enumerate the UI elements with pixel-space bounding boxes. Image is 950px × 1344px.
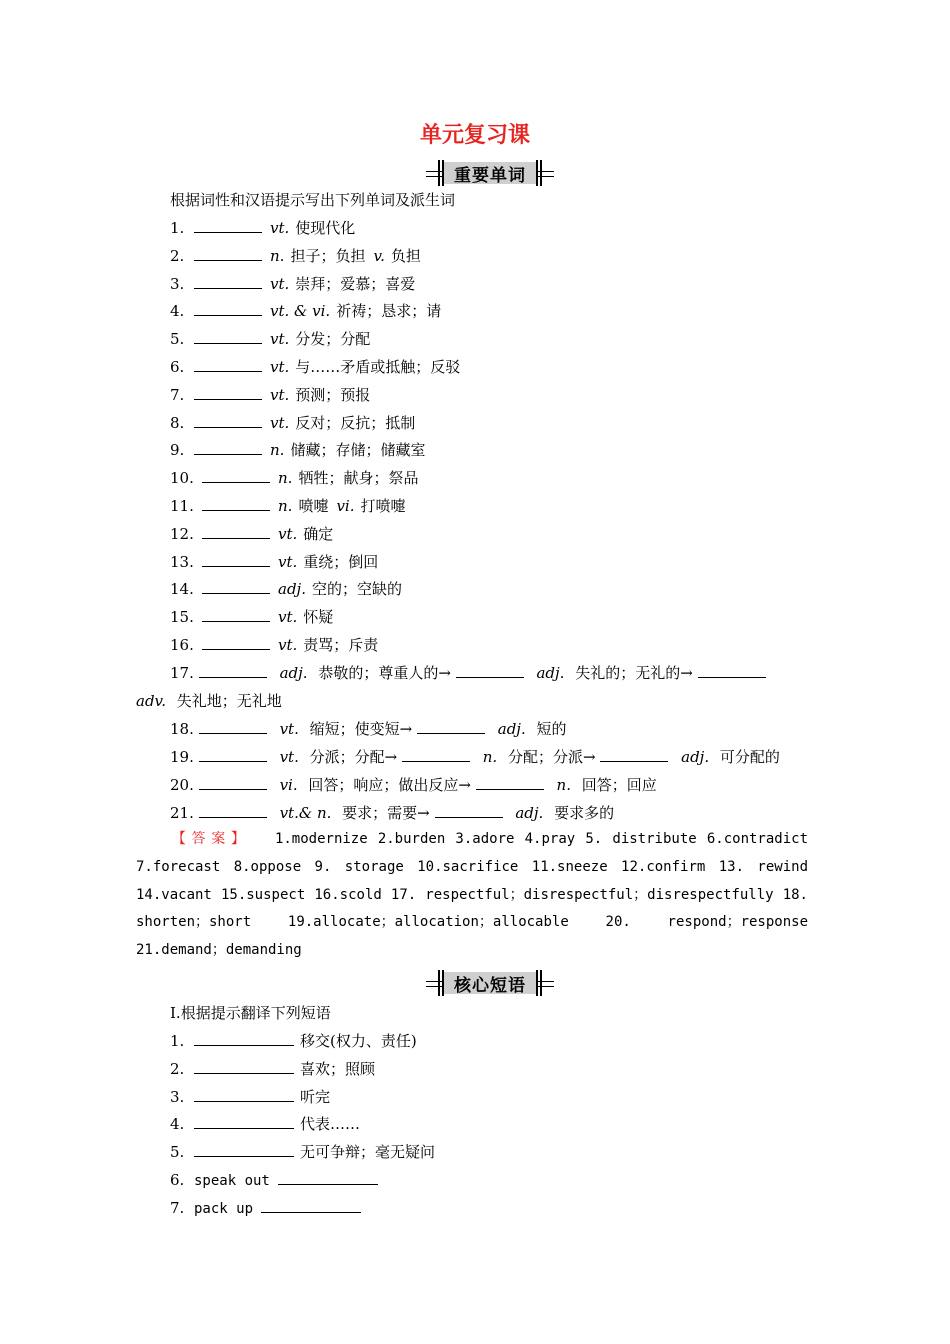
list-item-20: [170, 775, 657, 795]
item-number: 10.: [170, 469, 194, 488]
part-of-speech: adj.: [278, 580, 306, 599]
meaning: 使现代化: [295, 219, 356, 237]
phrase-meaning: 代表……: [300, 1115, 361, 1134]
part-of-speech: adj.: [536, 664, 565, 682]
phrase-meaning: 喜欢；照顾: [300, 1059, 376, 1078]
list-item: [170, 607, 333, 627]
item-number: 21.: [170, 804, 194, 822]
item-number: 8.: [170, 413, 185, 432]
item-number: 15.: [170, 608, 194, 627]
part-of-speech: adj.: [497, 720, 526, 738]
meaning: 分派；分配→: [309, 748, 398, 766]
list-item: [170, 552, 378, 572]
phrase-item: [170, 1031, 417, 1051]
answer-blank[interactable]: [417, 719, 485, 734]
part-of-speech: vt.& n.: [279, 804, 332, 822]
meaning: 恭敬的；尊重人的→: [318, 664, 451, 682]
meaning: 回答；回应: [581, 776, 657, 794]
section-heading: 重要单词: [454, 166, 526, 186]
meaning: 短的: [536, 720, 567, 738]
item-number: 12.: [170, 524, 194, 543]
meaning: 缩短；使变短→: [309, 720, 413, 738]
item-number: 5.: [170, 330, 185, 349]
list-item: [170, 218, 355, 238]
instruction: 根据词性和汉语提示写出下列单词及派生词: [170, 191, 456, 209]
meaning: 责骂；斥责: [303, 636, 379, 654]
item-number: 6.: [170, 1171, 185, 1189]
answer-blank[interactable]: [199, 663, 267, 678]
meaning: 负担: [390, 246, 421, 265]
part-of-speech: vt.: [270, 219, 290, 237]
phrase-text: pack up: [194, 1200, 254, 1217]
item-number: 16.: [170, 636, 194, 654]
answer-blank[interactable]: [194, 357, 262, 372]
answer-blank[interactable]: [194, 385, 262, 400]
part-of-speech: n.: [278, 469, 293, 488]
part-of-speech: vt.: [279, 720, 299, 738]
part-of-speech: adv.: [136, 692, 167, 710]
meaning: 要求多的: [554, 804, 615, 822]
item-number: 11.: [170, 497, 194, 515]
answer-blank[interactable]: [202, 579, 270, 594]
item-number: 6.: [170, 358, 185, 376]
meaning: 崇拜；爱慕；喜爱: [295, 274, 416, 293]
meaning: 牺牲；献身；祭品: [298, 469, 419, 488]
phrase-item: [170, 1198, 361, 1219]
item-number: 4.: [170, 302, 185, 321]
answer-blank[interactable]: [194, 1031, 294, 1046]
list-item-21: [170, 803, 614, 823]
list-item: [170, 329, 370, 349]
answer-blank[interactable]: [199, 719, 267, 734]
answer-blank[interactable]: [402, 747, 470, 762]
answer-blank[interactable]: [202, 552, 270, 567]
part-of-speech: vt.: [270, 358, 290, 376]
list-item: [170, 301, 441, 321]
part-of-speech: v.: [373, 246, 385, 265]
list-item: [170, 440, 425, 460]
item-number: 9.: [170, 441, 185, 460]
list-item: [170, 385, 370, 405]
phrase-item: [170, 1087, 330, 1107]
part-of-speech: vt.: [270, 274, 290, 293]
phrase-item: [170, 1142, 435, 1162]
answer-blank[interactable]: [202, 524, 270, 539]
answer-blank[interactable]: [199, 803, 267, 818]
item-number: 7.: [170, 385, 185, 404]
answer-blank[interactable]: [261, 1198, 361, 1213]
answer-blank[interactable]: [194, 274, 262, 289]
part-of-speech: n.: [278, 497, 293, 515]
section-heading: 核心短语: [454, 976, 526, 996]
meaning: 反对；反抗；抵制: [295, 413, 416, 432]
answer-blank[interactable]: [202, 496, 270, 511]
part-of-speech: vi.: [279, 776, 298, 794]
page-title: 单元复习课: [419, 123, 530, 148]
section-banner-phrases: [426, 970, 554, 996]
section-banner-words: [426, 160, 554, 186]
answer-blank[interactable]: [278, 1170, 378, 1185]
phrase-text: speak out: [194, 1173, 270, 1189]
part-of-speech: n.: [482, 748, 498, 766]
instruction: Ⅰ.根据提示翻译下列短语: [170, 1004, 331, 1022]
answer-blank[interactable]: [194, 301, 262, 316]
meaning: 重绕；倒回: [303, 552, 379, 571]
list-item: [170, 496, 406, 516]
meaning: 储藏；存储；储藏室: [290, 441, 426, 460]
phrase-meaning: 移交(权力、责任): [300, 1032, 417, 1050]
part-of-speech: vt. & vi.: [270, 302, 331, 321]
part-of-speech: vt.: [278, 552, 298, 571]
answer-blank[interactable]: [476, 775, 544, 790]
answer-blank[interactable]: [600, 747, 668, 762]
answer-blank[interactable]: [435, 803, 503, 818]
list-item: [170, 413, 415, 433]
answer-blank[interactable]: [698, 663, 766, 678]
answer-blank[interactable]: [194, 1087, 294, 1102]
part-of-speech: vt.: [279, 748, 299, 766]
meaning: 要求；需要→: [342, 804, 430, 822]
phrase-item: [170, 1059, 375, 1079]
answer-blank[interactable]: [194, 329, 262, 344]
part-of-speech: vt.: [270, 413, 290, 432]
list-item: [170, 357, 460, 377]
part-of-speech: vt.: [278, 636, 298, 654]
item-number: 3.: [170, 274, 185, 293]
item-number: 3.: [170, 1087, 185, 1106]
item-number: 4.: [170, 1115, 185, 1134]
part-of-speech: n.: [270, 441, 285, 460]
item-number: 19.: [170, 748, 194, 766]
answer-blank[interactable]: [199, 775, 267, 790]
meaning: 失礼的；无礼的→: [575, 664, 693, 682]
meaning: 喷嚏: [298, 497, 329, 515]
answer-blank[interactable]: [194, 246, 262, 261]
list-item: [170, 274, 415, 294]
answer-blank[interactable]: [199, 747, 267, 762]
phrase-item: [170, 1114, 360, 1134]
part-of-speech: adj.: [681, 748, 710, 766]
item-number: 7.: [170, 1198, 185, 1217]
part-of-speech: n.: [270, 246, 285, 265]
meaning: 打喷嚏: [360, 497, 406, 515]
item-number: 13.: [170, 552, 194, 571]
answer-blank[interactable]: [202, 607, 270, 622]
list-item-17: [170, 663, 766, 683]
phrase-meaning: 听完: [300, 1087, 331, 1106]
part-of-speech: vi.: [336, 497, 355, 515]
part-of-speech: vt.: [270, 330, 290, 349]
list-item-18: [170, 719, 567, 739]
answer-blank[interactable]: [194, 440, 262, 455]
part-of-speech: adj.: [515, 804, 544, 822]
meaning: 怀疑: [303, 608, 334, 627]
part-of-speech: adj.: [279, 664, 308, 682]
meaning: 担子；负担: [290, 246, 366, 265]
item-number: 17.: [170, 664, 194, 682]
answer-blank[interactable]: [194, 1142, 294, 1157]
item-number: 1.: [170, 1032, 185, 1050]
part-of-speech: vt.: [278, 608, 298, 627]
answer-blank[interactable]: [194, 218, 262, 233]
answer-text: 1.modernize 2.burden 3.adore 4.pray 5. distribute 6.contradict 7.forecast 8.oppose 9. storage 10.sacrifice 11.sneeze 12.confirm 13. rewind 14.vacant 15.suspect 16.scold 17. respectful；disrespectful；disrespectfully 18. shorten；short 19.allocate；allocation；allocable 20. respond；response 21.demand；demanding: [136, 831, 809, 959]
answer-label: 【答案】: [170, 831, 251, 847]
answer-block: [136, 826, 808, 965]
item-number: 20.: [170, 776, 194, 794]
meaning: 空的；空缺的: [311, 580, 402, 599]
answer-blank[interactable]: [202, 468, 270, 483]
meaning: 回答；响应；做出反应→: [308, 776, 471, 794]
list-item: [170, 246, 421, 266]
item-number: 5.: [170, 1143, 185, 1162]
list-item: [170, 635, 378, 655]
item-number: 1.: [170, 219, 185, 237]
meaning: 确定: [303, 524, 334, 543]
phrase-item: [170, 1170, 378, 1191]
phrase-meaning: 无可争辩；毫无疑问: [300, 1143, 436, 1162]
list-item-19: [170, 747, 780, 767]
meaning: 分配；分派→: [507, 748, 596, 766]
meaning: 祈祷；恳求；请: [336, 302, 442, 321]
meaning: 与……矛盾或抵触；反驳: [295, 358, 461, 376]
part-of-speech: n.: [556, 776, 571, 794]
list-item: [170, 468, 418, 488]
answer-blank[interactable]: [194, 413, 262, 428]
meaning: 可分配的: [719, 748, 780, 766]
meaning: 分发；分配: [295, 330, 371, 349]
list-item-17-cont: [136, 691, 282, 711]
answer-blank[interactable]: [202, 635, 270, 650]
meaning: 失礼地；无礼地: [176, 692, 282, 710]
list-item: [170, 524, 333, 544]
list-item: [170, 579, 402, 599]
meaning: 预测；预报: [295, 385, 371, 404]
answer-blank[interactable]: [194, 1114, 294, 1129]
item-number: 2.: [170, 1059, 185, 1078]
item-number: 18.: [170, 720, 194, 738]
answer-blank[interactable]: [194, 1059, 294, 1074]
part-of-speech: vt.: [278, 524, 298, 543]
answer-blank[interactable]: [456, 663, 524, 678]
item-number: 2.: [170, 246, 185, 265]
item-number: 14.: [170, 580, 194, 599]
part-of-speech: vt.: [270, 385, 290, 404]
